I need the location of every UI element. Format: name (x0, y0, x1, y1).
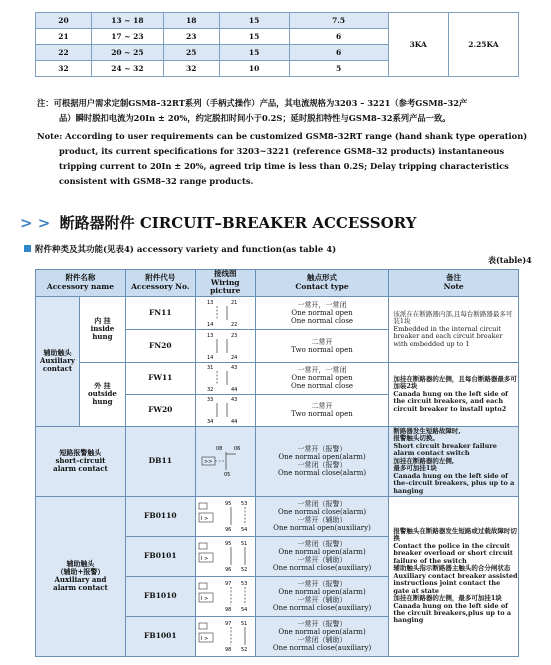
svg-text:44: 44 (231, 387, 238, 394)
square-bullet-icon (24, 245, 31, 252)
svg-text:43: 43 (231, 397, 238, 404)
contact-wiring-icon (205, 298, 245, 328)
svg-text:13: 13 (207, 299, 214, 306)
svg-text:I >: I > (201, 596, 209, 603)
svg-text:32: 32 (207, 387, 214, 394)
svg-text:98: 98 (225, 607, 232, 614)
table-row: FB1010 97 53 98 54 I > 一常开（报警） One normal open(alarm) 一常开（辅助） One normal close(auxiliary) (36, 576, 519, 616)
svg-text:97: 97 (225, 621, 232, 628)
alarm-aux-wiring-icon (197, 619, 253, 653)
table-row: FB0101 95 51 96 52 I > 一常闭（报警） One normal open(alarm) 一常开（辅助） One normal close(auxiliary) (36, 536, 519, 576)
svg-text:95: 95 (225, 501, 232, 508)
wiring-diagram (195, 576, 255, 616)
wiring-diagram (195, 296, 255, 329)
wiring-diagram (195, 536, 255, 576)
wiring-diagram (195, 426, 255, 496)
wiring-diagram (195, 362, 255, 394)
section-subtitle: 附件种类及其功能(见表4) accessory variety and function(as table 4) (24, 243, 336, 255)
svg-text:23: 23 (231, 332, 238, 339)
svg-text:51: 51 (241, 541, 248, 548)
note-en: Note: According to user requirements can be customized GSM8–32RT range (hand shank type operation) product, its current specifications for 3203~3221 (reference GSM8–32 products) instantaneous tripping current to 20In ± 20%, agreed trip time is less than 0.2S; Delay tripping characteristics consistent with GSM8–32 range products. (37, 131, 528, 186)
svg-text:52: 52 (241, 567, 248, 574)
table-row: FN20 13 23 14 24 二常开 Two normal open (36, 329, 519, 362)
table-row: 22 20 ~ 25 25 15 6 (36, 45, 519, 61)
contact-wiring-icon (205, 395, 245, 425)
svg-text:53: 53 (241, 581, 248, 588)
alarm-aux-wiring-icon (197, 579, 253, 613)
svg-text:53: 53 (241, 501, 248, 508)
svg-text:34: 34 (207, 419, 214, 426)
alarm-aux-wiring-icon (197, 499, 253, 533)
svg-text:05: 05 (224, 472, 231, 479)
accessory-table (35, 269, 519, 657)
contact-wiring-icon (205, 331, 245, 361)
svg-text:96: 96 (225, 527, 232, 534)
table-row: 32 24 ~ 32 32 10 5 (36, 61, 519, 77)
table-label: 表(table)4 (488, 255, 532, 265)
svg-text:98: 98 (225, 647, 232, 654)
alarm-wiring-icon (200, 444, 250, 478)
table-row: 辅助触头 Auxiliary contact 内 挂 inside hung FN11 13 21 14 22 一常开，一常闭 One normal open One normal close 该派在在断路器内部,且每台断路器最多可装1块 Embedded in the internal circuit breaker and each circuit breaker with embedded up to 1 (36, 296, 519, 329)
header-row: 附件名称 Accessory name 附件代号 Accessory No. 接线图 Wiring picture 触点形式 Contact type 备注 Note (36, 270, 519, 297)
chevron-right-icon: > > (20, 214, 51, 232)
note-cn: 注：可根据用户需求定制GSM8–32RT系列（手柄式操作）产品，其电流规格为3203 – 3221（参考GSM8–32产 品）瞬时脱扣电流为20In ± 20%，约定脱扣时间小于0.2S；延时脱扣特性与GSM8–32系列产品一致。 (37, 98, 468, 123)
svg-text:54: 54 (241, 527, 248, 534)
current-spec-table (35, 12, 519, 77)
wiring-diagram (195, 394, 255, 426)
svg-text:21: 21 (231, 299, 238, 306)
wiring-diagram (195, 329, 255, 362)
svg-text:97: 97 (225, 581, 232, 588)
svg-text:24: 24 (231, 354, 238, 361)
svg-text:>>: >> (204, 459, 213, 466)
svg-text:I >: I > (201, 556, 209, 563)
svg-text:I >: I > (201, 636, 209, 643)
table-row: FB1001 97 51 98 52 I > 一常开（报警） One normal open(alarm) 一常闭（辅助） One normal close(auxiliary) (36, 616, 519, 656)
wiring-diagram (195, 496, 255, 536)
section-title: > > 断路器附件 CIRCUIT–BREAKER ACCESSORY (20, 214, 417, 232)
svg-text:33: 33 (207, 397, 214, 404)
svg-text:54: 54 (241, 607, 248, 614)
svg-text:13: 13 (207, 332, 214, 339)
svg-text:14: 14 (207, 354, 214, 361)
svg-text:52: 52 (241, 647, 248, 654)
svg-text:06: 06 (234, 446, 241, 453)
svg-text:08: 08 (216, 446, 223, 453)
svg-text:44: 44 (231, 419, 238, 426)
svg-text:96: 96 (225, 567, 232, 574)
table-row: 短路报警触头 short–circuit alarm contact DB11 08 06 05 >> 一常开（报警） One normal open(alarm) 一常闭（报警） One normal close(alarm) 断路器发生短路故障时, 报警触头切换。 Short circuit breaker failure alarm contact switch 加挂在断路器的左侧, 最多可加挂1块 Canada hung on the left side of the–circuit breakers, plus up to a hanging (36, 426, 519, 496)
svg-text:22: 22 (231, 321, 238, 328)
table-row: 20 13 ~ 18 18 15 7.5 3KA 2.25KA (36, 13, 519, 29)
alarm-aux-wiring-icon (197, 539, 253, 573)
table-row: 辅助触头 （辅助+报警） Auxiliary and alarm contact FB0110 95 53 96 54 I > 一常闭（报警） One normal close(alarm) 一常开（辅助） One normal open(auxiliary) 报警触头在断路器发生短路或过载故障时切换 Contact the police in the circuit breaker overload or short circuit failure of the switch 辅助触头指示断路器主触头的合分闸状态 Auxiliary contact breaker assisted instructions joint contact the gate at state 加挂在断路器的左侧，最多可加挂1块 Canada hung on the left side of the circuit breakers,plus up to a hanging (36, 496, 519, 536)
contact-wiring-icon (205, 363, 245, 393)
svg-text:51: 51 (241, 621, 248, 628)
table-row: 21 17 ~ 23 23 15 6 (36, 29, 519, 45)
table-row: 外 挂 outside hung FW11 31 43 32 44 一常开，一常闭 One normal open One normal close 加挂在断路器的左侧，且每台断路器最多可加装2块 Canada hung on the left side of the circuit breakers, and each circuit breaker to install upto2 (36, 362, 519, 394)
svg-text:I >: I > (201, 516, 209, 523)
svg-text:95: 95 (225, 541, 232, 548)
svg-text:43: 43 (231, 365, 238, 372)
wiring-diagram (195, 616, 255, 656)
table-row: FW20 33 43 34 44 二常开 Two normal open (36, 394, 519, 426)
svg-text:14: 14 (207, 321, 214, 328)
svg-text:31: 31 (207, 365, 214, 372)
